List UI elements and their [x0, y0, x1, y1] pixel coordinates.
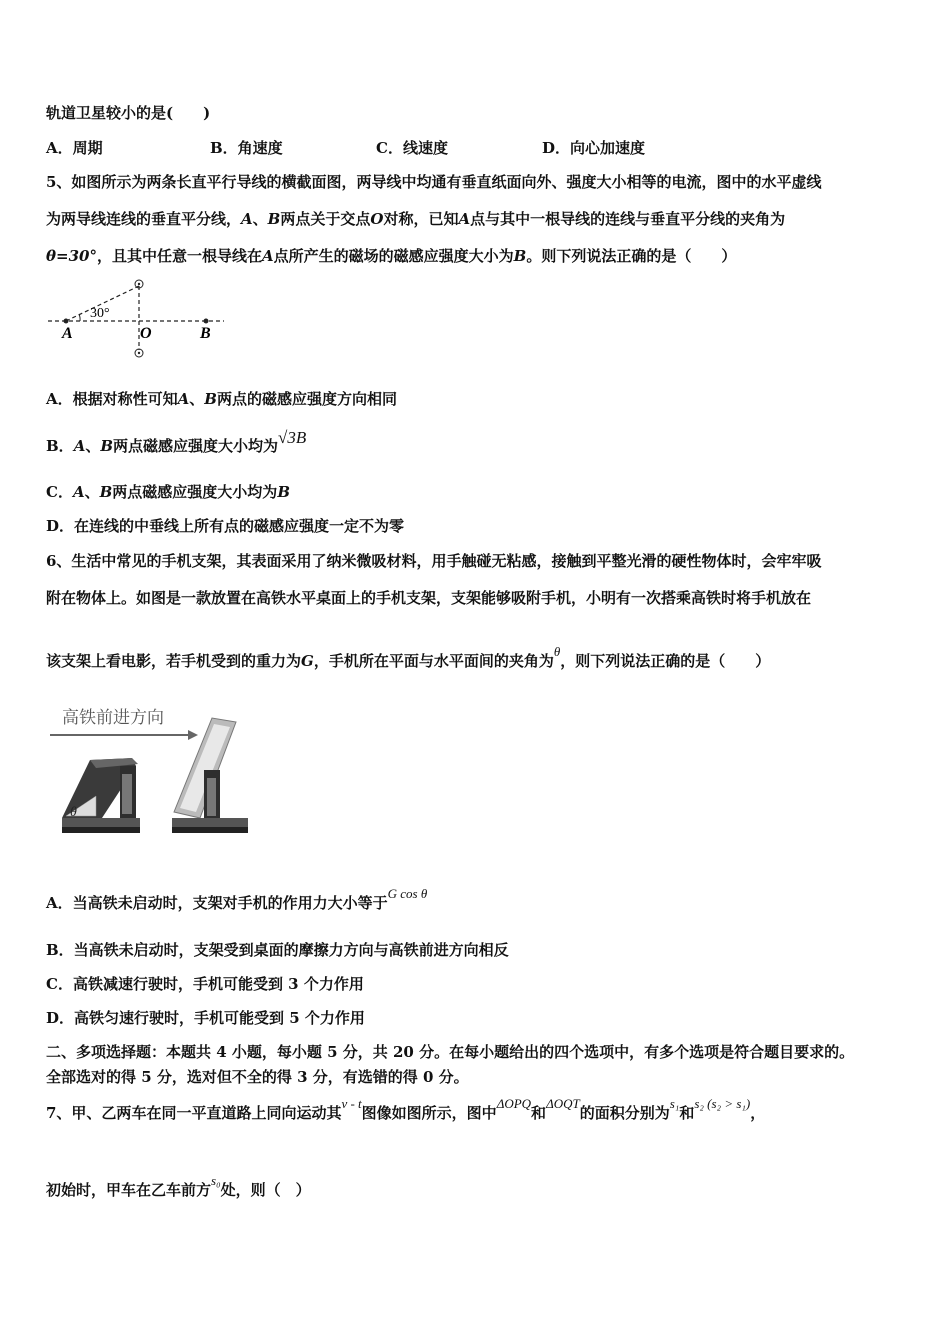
q5-option-b: B．A、B两点磁感应强度大小均为√3B [46, 428, 307, 455]
direction-label: 高铁前进方向 [62, 708, 164, 728]
q6-stem-line1: 6、生活中常见的手机支架，其表面采用了纳米微吸材料，用手触碰无粘感，接触到平整光滑的硬性物体时，会牢牢吸 [46, 552, 822, 570]
q4-option-a: A．周期 [46, 139, 103, 157]
q5-stem-line3: θ=30°，且其中任意一根导线在A点所产生的磁场的磁感应强度大小为B。则下列说法正确的是（ ） [46, 247, 737, 265]
section2-instructions: 全部选对的得 5 分，选对但不全的得 3 分，有选错的得 0 分。 [46, 1068, 469, 1086]
q4-stem-tail: 轨道卫星较小的是( ) [46, 104, 211, 122]
q6-stem-line2: 附在物体上。如图是一款放置在高铁水平桌面上的手机支架，支架能够吸附手机，小明有一次搭乘高铁时将手机放在 [46, 589, 812, 607]
q7-stem-line1: 7、甲、乙两车在同一平直道路上同向运动其v - t图像如图所示，图中ΔOPQ和ΔOQT的面积分别为s₁和s₂ (s₂ > s₁)， [46, 1096, 766, 1122]
q4-option-c: C．线速度 [376, 139, 448, 157]
q5-wire-figure [44, 276, 234, 362]
q6-option-d: D．高铁匀速行驶时，手机可能受到 5 个力作用 [46, 1009, 365, 1027]
q6-option-a: A．当高铁未启动时，支架对手机的作用力大小等于G cos θ [46, 886, 428, 912]
q5-stem-line1: 5、如图所示为两条长直平行导线的横截面图，两导线中均通有垂直纸面向外、强度大小相等的电流，图中的水平虚线 [46, 173, 822, 191]
theta-label: θ [70, 805, 77, 820]
section2-heading: 二、多项选择题：本题共 4 小题，每小题 5 分，共 20 分。在每小题给出的四个选项中，有多个选项是符合题目要求的。 [46, 1043, 855, 1061]
label-o: O [140, 325, 152, 342]
q6-phone-holder-figure [44, 700, 264, 840]
point-b-dot [204, 319, 209, 324]
q7-stem-line2: 初始时，甲车在乙车前方s₀处，则（ ） [46, 1173, 311, 1199]
label-b: B [200, 325, 211, 342]
q6-option-c: C．高铁减速行驶时，手机可能受到 3 个力作用 [46, 975, 364, 993]
angle-label: 30° [90, 306, 110, 321]
left-holder [62, 758, 140, 833]
point-a-dot [64, 319, 69, 324]
label-a: A [62, 325, 73, 342]
q6-option-b: B．当高铁未启动时，支架受到桌面的摩擦力方向与高铁前进方向相反 [46, 941, 509, 959]
q4-option-d: D．向心加速度 [542, 139, 646, 157]
q5-option-a: A．根据对称性可知A、B两点的磁感应强度方向相同 [46, 390, 397, 408]
q4-option-b: B．角速度 [210, 139, 283, 157]
q6-stem-line3: 该支架上看电影，若手机受到的重力为G，手机所在平面与水平面间的夹角为θ，则下列说法正确的是（ ） [46, 644, 771, 670]
q5-option-d: D．在连线的中垂线上所有点的磁感应强度一定不为零 [46, 517, 405, 535]
q5-option-c: C．A、B两点磁感应强度大小均为B [46, 483, 290, 501]
q5-stem-line2: 为两导线连线的垂直平分线，A、B两点关于交点O对称，已知A点与其中一根导线的连线与垂直平分线的夹角为 [46, 210, 786, 228]
